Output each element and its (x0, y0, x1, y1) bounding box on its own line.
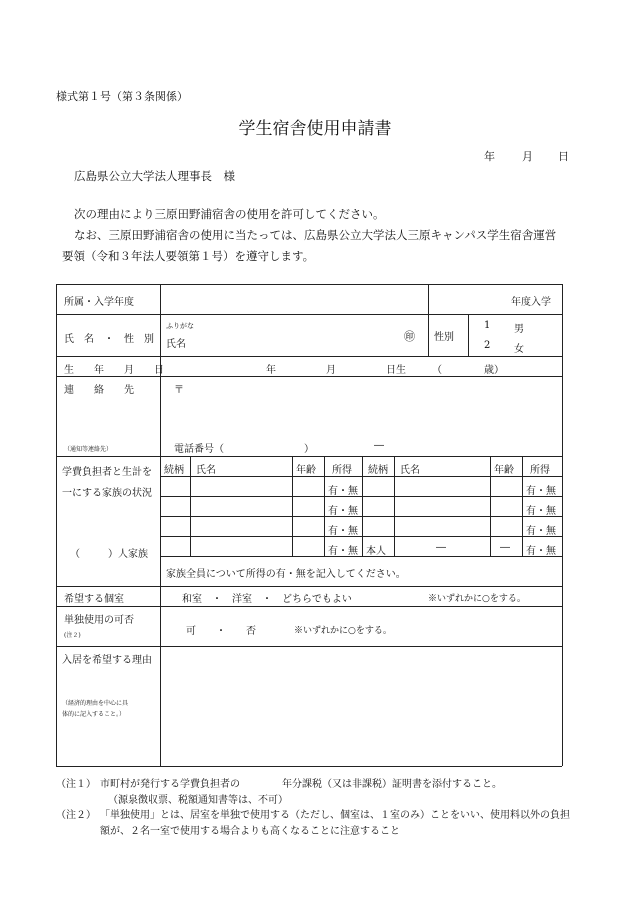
contact-note: （通知等連絡先） (64, 446, 113, 453)
family-header-age: 年齢 (494, 465, 514, 476)
room-options[interactable]: 和室 ・ 洋室 ・ どちらでもよい (182, 594, 352, 605)
name-label: 氏名 (166, 339, 186, 350)
note-2-label: （注２） (56, 810, 96, 821)
intro-line-2a: なお、三原田野浦宿舎の使用に当たっては、広島県公立大学法人三原キャンパス学生宿舎運営 (74, 228, 557, 242)
income-choice[interactable]: 有・無 (328, 526, 358, 537)
note-1-text-b: 年分課税（又は非課税）証明書を添付すること。 (282, 779, 502, 790)
date-day: 日 (558, 150, 569, 163)
birth-label: 生 年 月 日 (64, 365, 164, 376)
phone-area-field[interactable] (226, 436, 304, 454)
family-note: 家族全員について所得の有・無を記入してください。 (166, 569, 406, 580)
gender-label: 性別 (434, 332, 454, 343)
income-choice[interactable]: 有・無 (328, 486, 358, 497)
room-label: 希望する個室 (64, 594, 124, 605)
family-count-field[interactable] (80, 542, 106, 558)
family-header-name: 氏名 (196, 465, 216, 476)
family-header-age: 年齢 (296, 465, 316, 476)
gender-female-num[interactable]: 2 (484, 340, 491, 351)
family-header-income: 所得 (530, 465, 550, 476)
self-age-dash: ― (500, 542, 510, 553)
family-header-relation: 続柄 (368, 465, 388, 476)
affiliation-field[interactable] (160, 284, 428, 314)
family-header-income: 所得 (332, 465, 352, 476)
family-label-2: 一にする家族の状況 (62, 488, 152, 499)
family-label-1: 学費負担者と生計を (62, 467, 152, 478)
family-header-relation: 続柄 (164, 465, 184, 476)
phone-dash: ― (374, 440, 384, 451)
reason-note-2: 体的に記入すること。） (62, 711, 126, 718)
phone-close: ） (304, 444, 314, 455)
reason-field[interactable] (162, 648, 560, 764)
address-field[interactable] (186, 379, 556, 429)
date-year: 年 (484, 150, 495, 163)
family-count-open: （ (70, 549, 80, 560)
note-1-label: （注１） (56, 779, 96, 790)
birth-age-close[interactable]: 歳） (484, 365, 504, 376)
income-choice[interactable]: 有・無 (328, 546, 358, 557)
page-title: 学生宿舎使用申請書 (238, 119, 392, 139)
gender-male-num[interactable]: 1 (484, 320, 491, 331)
gender-male[interactable]: 男 (514, 324, 524, 335)
enrollment-suffix: 年度入学 (511, 297, 551, 308)
income-choice[interactable]: 有・無 (526, 546, 556, 557)
note-2-text-a: 「単独使用」とは、居室を単独で使用する（ただし、個室は、１室のみ）ことをいい、使用料以外の負担 (100, 810, 570, 821)
birth-age-open: （ (432, 365, 442, 376)
birth-month[interactable]: 月 (326, 365, 336, 376)
seal-mark: ㊞ (404, 330, 415, 343)
income-choice[interactable]: 有・無 (526, 486, 556, 497)
application-form (56, 284, 562, 766)
contact-label: 連 絡 先 (64, 385, 134, 396)
family-header-name: 氏名 (400, 465, 420, 476)
furigana-label: ふりがな (166, 322, 194, 330)
birth-year[interactable]: 年 (266, 365, 276, 376)
gender-female[interactable]: 女 (514, 344, 524, 355)
intro-line-2b: 要領（令和３年法人要領第１号）を遵守します。 (62, 249, 315, 263)
note-1-text-a: 市町村が発行する学費負担者の (100, 779, 240, 790)
intro-line-1: 次の理由により三原田野浦宿舎の使用を許可してください。 (74, 207, 385, 221)
name-field[interactable] (196, 316, 401, 354)
birth-day[interactable]: 日生 (386, 365, 406, 376)
note-1-sub: （源泉徴収票、税額通知書等は、不可） (108, 795, 288, 806)
affiliation-label: 所属・入学年度 (64, 297, 134, 308)
income-choice[interactable]: 有・無 (526, 526, 556, 537)
single-label: 単独使用の可否 (64, 615, 134, 626)
income-choice[interactable]: 有・無 (526, 506, 556, 517)
postal-mark: 〒 (174, 385, 184, 396)
family-count-close: ）人家族 (108, 549, 148, 560)
addressee: 広島県公立大学法人理事長 様 (74, 169, 235, 183)
phone-label: 電話番号（ (174, 444, 224, 455)
single-options[interactable]: 可 ・ 否 (186, 626, 256, 637)
date-month: 月 (522, 150, 533, 163)
room-note: ※いずれかに○をする。 (428, 594, 526, 604)
name-gender-label: 氏 名 ・ 性 別 (64, 334, 154, 345)
reason-label: 入居を希望する理由 (62, 655, 152, 666)
single-note: ※いずれかに○をする。 (294, 626, 392, 636)
form-number: 様式第１号（第３条関係） (56, 90, 188, 103)
income-choice[interactable]: 有・無 (328, 506, 358, 517)
note-2-text-b: 額が、２名一室で使用する場合よりも高くなることに注意すること (100, 826, 400, 837)
single-note-ref: (注２) (64, 632, 81, 639)
reason-note-1: （経済的理由を中心に具 (62, 700, 129, 707)
self-label: 本人 (366, 546, 386, 557)
self-name-dash: ― (436, 542, 446, 553)
